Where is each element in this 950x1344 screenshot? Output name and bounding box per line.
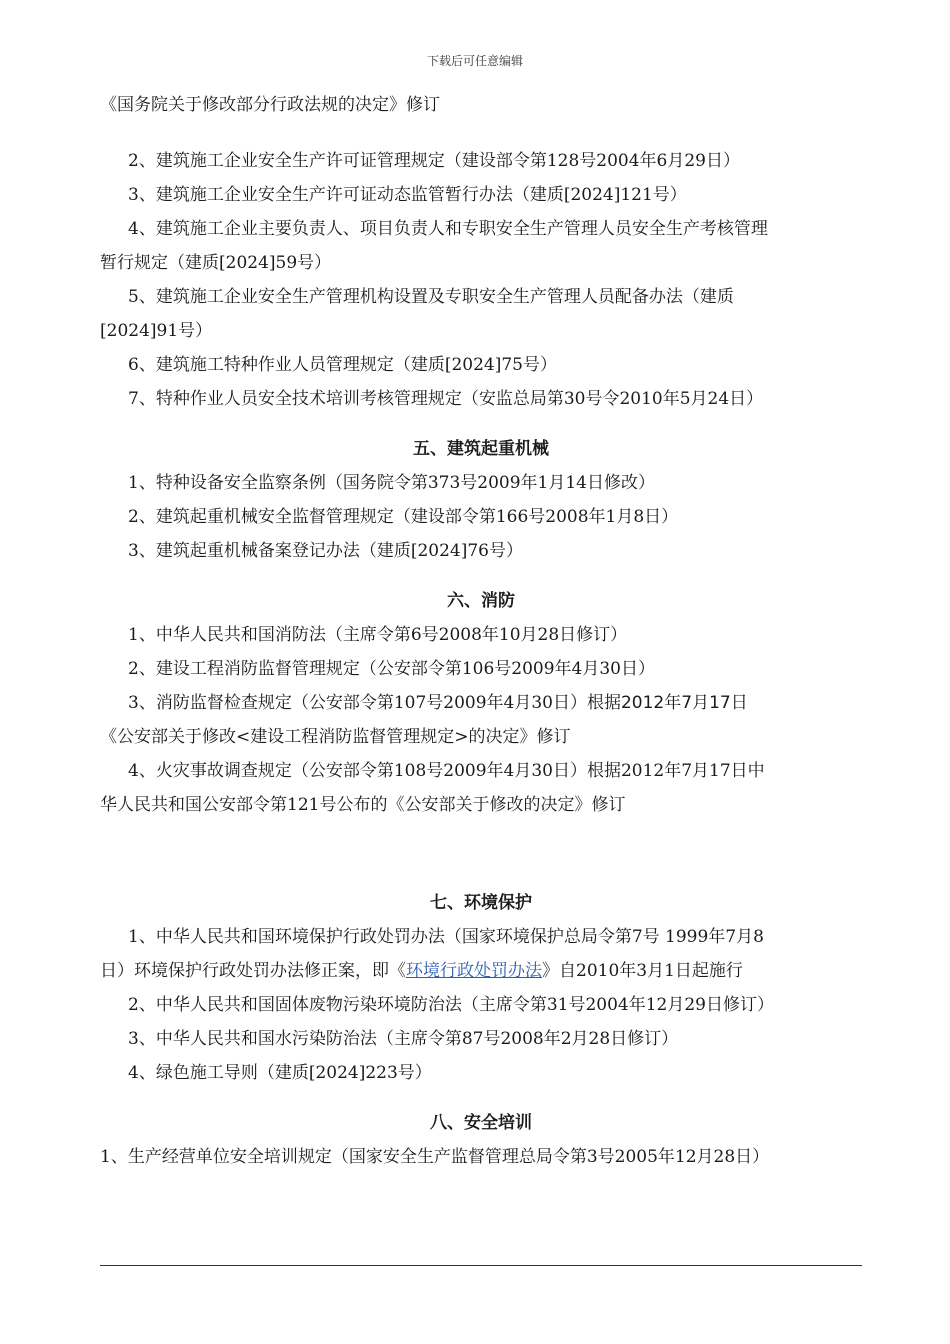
list-item: 3、中华人民共和国水污染防治法（主席令第87号2008年2月28日修订）: [128, 1029, 679, 1049]
section-title-training: 八、安全培训: [430, 1113, 532, 1133]
list-item: 4、火灾事故调查规定（公安部令第108号2009年4月30日）根据2012年7月17日中: [128, 761, 765, 781]
regulation-link[interactable]: 环境行政处罚办法: [406, 961, 542, 981]
list-item-continued: [2024]91号）: [100, 321, 213, 341]
list-item: 2、建筑施工企业安全生产许可证管理规定（建设部令第128号2004年6月29日）: [128, 151, 740, 171]
year-char: 年: [664, 693, 682, 713]
list-item: 3、建筑起重机械备案登记办法（建质[2024]76号）: [128, 541, 523, 561]
list-item: 4、绿色施工导则（建质[2024]223号）: [128, 1063, 432, 1083]
item-text: 日）环境保护行政处罚办法修正案，即《: [100, 961, 406, 981]
list-item: 1、特种设备安全监察条例（国务院令第373号2009年1月14日修改）: [128, 473, 655, 493]
list-item: 4、建筑施工企业主要负责人、项目负责人和专职安全生产管理人员安全生产考核管理: [128, 219, 768, 239]
list-item-continued: 暂行规定（建质[2024]59号）: [100, 253, 332, 273]
section-title-environment: 七、环境保护: [430, 893, 532, 913]
intro-line: 《国务院关于修改部分行政法规的决定》修订: [100, 95, 440, 115]
section-title-cranes: 五、建筑起重机械: [413, 439, 549, 459]
list-item-continued: 《公安部关于修改<建设工程消防监督管理规定>的决定》修订: [100, 727, 571, 747]
list-item: 6、建筑施工特种作业人员管理规定（建质[2024]75号）: [128, 355, 557, 375]
day-number: 17: [709, 693, 731, 713]
section-title-fire: 六、消防: [447, 591, 515, 611]
list-item: [100, 686, 862, 720]
list-item: 1、生产经营单位安全培训规定（国家安全生产监督管理总局令第3号2005年12月28日）: [100, 1147, 770, 1167]
item-text: 3、消防监督检查规定（公安部令第107号2009年4月30日）根据: [128, 693, 621, 713]
list-item-continued: [100, 954, 862, 988]
list-item: 5、建筑施工企业安全生产管理机构设置及专职安全生产管理人员配备办法（建质: [128, 287, 734, 307]
item-text: 》自2010年3月1日起施行: [542, 961, 743, 981]
list-item: 3、建筑施工企业安全生产许可证动态监管暂行办法（建质[2024]121号）: [128, 185, 687, 205]
list-item: 2、中华人民共和国固体废物污染环境防治法（主席令第31号2004年12月29日修订）: [128, 995, 774, 1015]
footer-rule: [100, 1265, 862, 1266]
list-item: 7、特种作业人员安全技术培训考核管理规定（安监总局第30号令2010年5月24日）: [128, 389, 764, 409]
month-number: 7: [681, 693, 693, 713]
document-body: [100, 88, 862, 1174]
year-number: 2012: [620, 693, 665, 713]
list-item-continued: 华人民共和国公安部令第121号公布的《公安部关于修改的决定》修订: [100, 795, 626, 815]
day-char: 日: [730, 693, 748, 713]
page-header: 下载后可任意编辑: [426, 54, 523, 68]
list-item: 1、中华人民共和国消防法（主席令第6号2008年10月28日修订）: [128, 625, 628, 645]
list-item: 1、中华人民共和国环境保护行政处罚办法（国家环境保护总局令第7号 1999年7月8: [128, 927, 764, 947]
list-item: 2、建设工程消防监督管理规定（公安部令第106号2009年4月30日）: [128, 659, 655, 679]
month-char: 月: [692, 693, 710, 713]
list-item: 2、建筑起重机械安全监督管理规定（建设部令第166号2008年1月8日）: [128, 507, 679, 527]
